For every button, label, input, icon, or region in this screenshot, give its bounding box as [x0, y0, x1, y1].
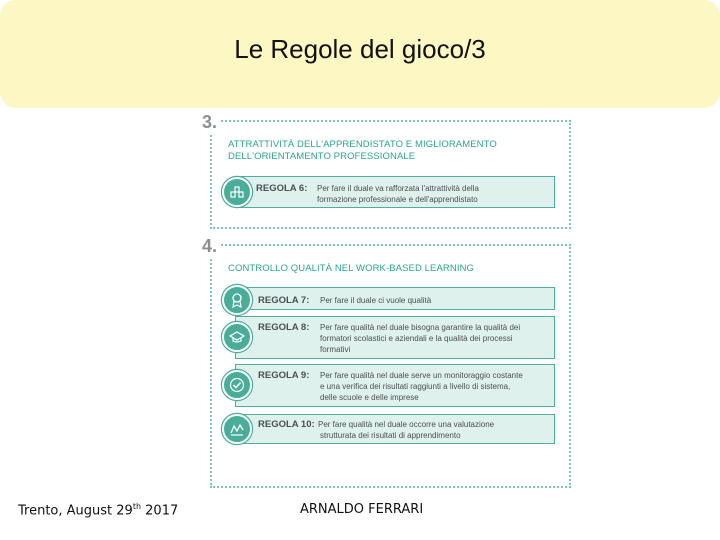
rule-9-label: REGOLA 9:: [258, 370, 310, 381]
rule-8-label: REGOLA 8:: [258, 322, 310, 333]
section-3-frame: [210, 120, 571, 229]
rule-7-label: REGOLA 7:: [258, 295, 310, 306]
chart-line-icon: [222, 414, 252, 444]
slide-title: Le Regole del gioco/3: [234, 34, 486, 64]
footer-place-date-text: Trento, August 29: [18, 503, 133, 519]
rule-10-text-line1: Per fare qualità nel duale occorre una valutazione: [318, 420, 495, 429]
rule-9-text-line2: e una verifica dei risultati raggiunti a livello di sistema,: [320, 382, 511, 391]
rule-6-text-line2: formazione professionale e dell'apprendistato: [317, 195, 478, 204]
checkmark-icon: [222, 370, 252, 400]
quality-medal-icon: [222, 285, 252, 315]
section-4-number: 4.: [202, 236, 221, 257]
rule-8-text-line3: formativi: [320, 345, 351, 354]
group-people-icon: [222, 177, 252, 207]
rule-9-text-line1: Per fare qualità nel duale serve un monitoraggio costante: [320, 371, 523, 380]
rule-10-label: REGOLA 10:: [258, 419, 315, 430]
rule-8-text-line2: formatori scolastici e aziendali e la qualità dei processi: [320, 334, 513, 343]
rule-7-text-line1: Per fare il duale ci vuole qualità: [320, 296, 432, 305]
rule-10-text-line2: strutturata dei risultati di apprendimento: [320, 431, 461, 440]
section-3-number: 3.: [202, 112, 221, 133]
footer-author: ARNALDO FERRARI: [300, 502, 424, 517]
rule-9-text-line3: delle scuole e delle imprese: [320, 393, 419, 402]
section-3-title-line2: DELL'ORIENTAMENTO PROFESSIONALE: [228, 151, 416, 162]
footer-date-superscript: th: [132, 502, 142, 511]
rule-6-label: REGOLA 6:: [256, 183, 308, 194]
section-4-title: CONTROLLO QUALITÀ NEL WORK-BASED LEARNING: [228, 263, 475, 274]
rule-8-text-line1: Per fare qualità nel duale bisogna garantire la qualità dei: [320, 323, 521, 332]
footer-year: 2017: [141, 503, 179, 519]
footer-place-date: [18, 502, 178, 518]
rule-6-text-line1: Per fare il duale va rafforzata l'attrattività della: [317, 184, 479, 193]
graduation-cap-icon: [222, 322, 252, 352]
section-3-title-line1: ATTRATTIVITÀ DELL'APPRENDISTATO E MIGLIORAMENTO: [228, 139, 497, 150]
